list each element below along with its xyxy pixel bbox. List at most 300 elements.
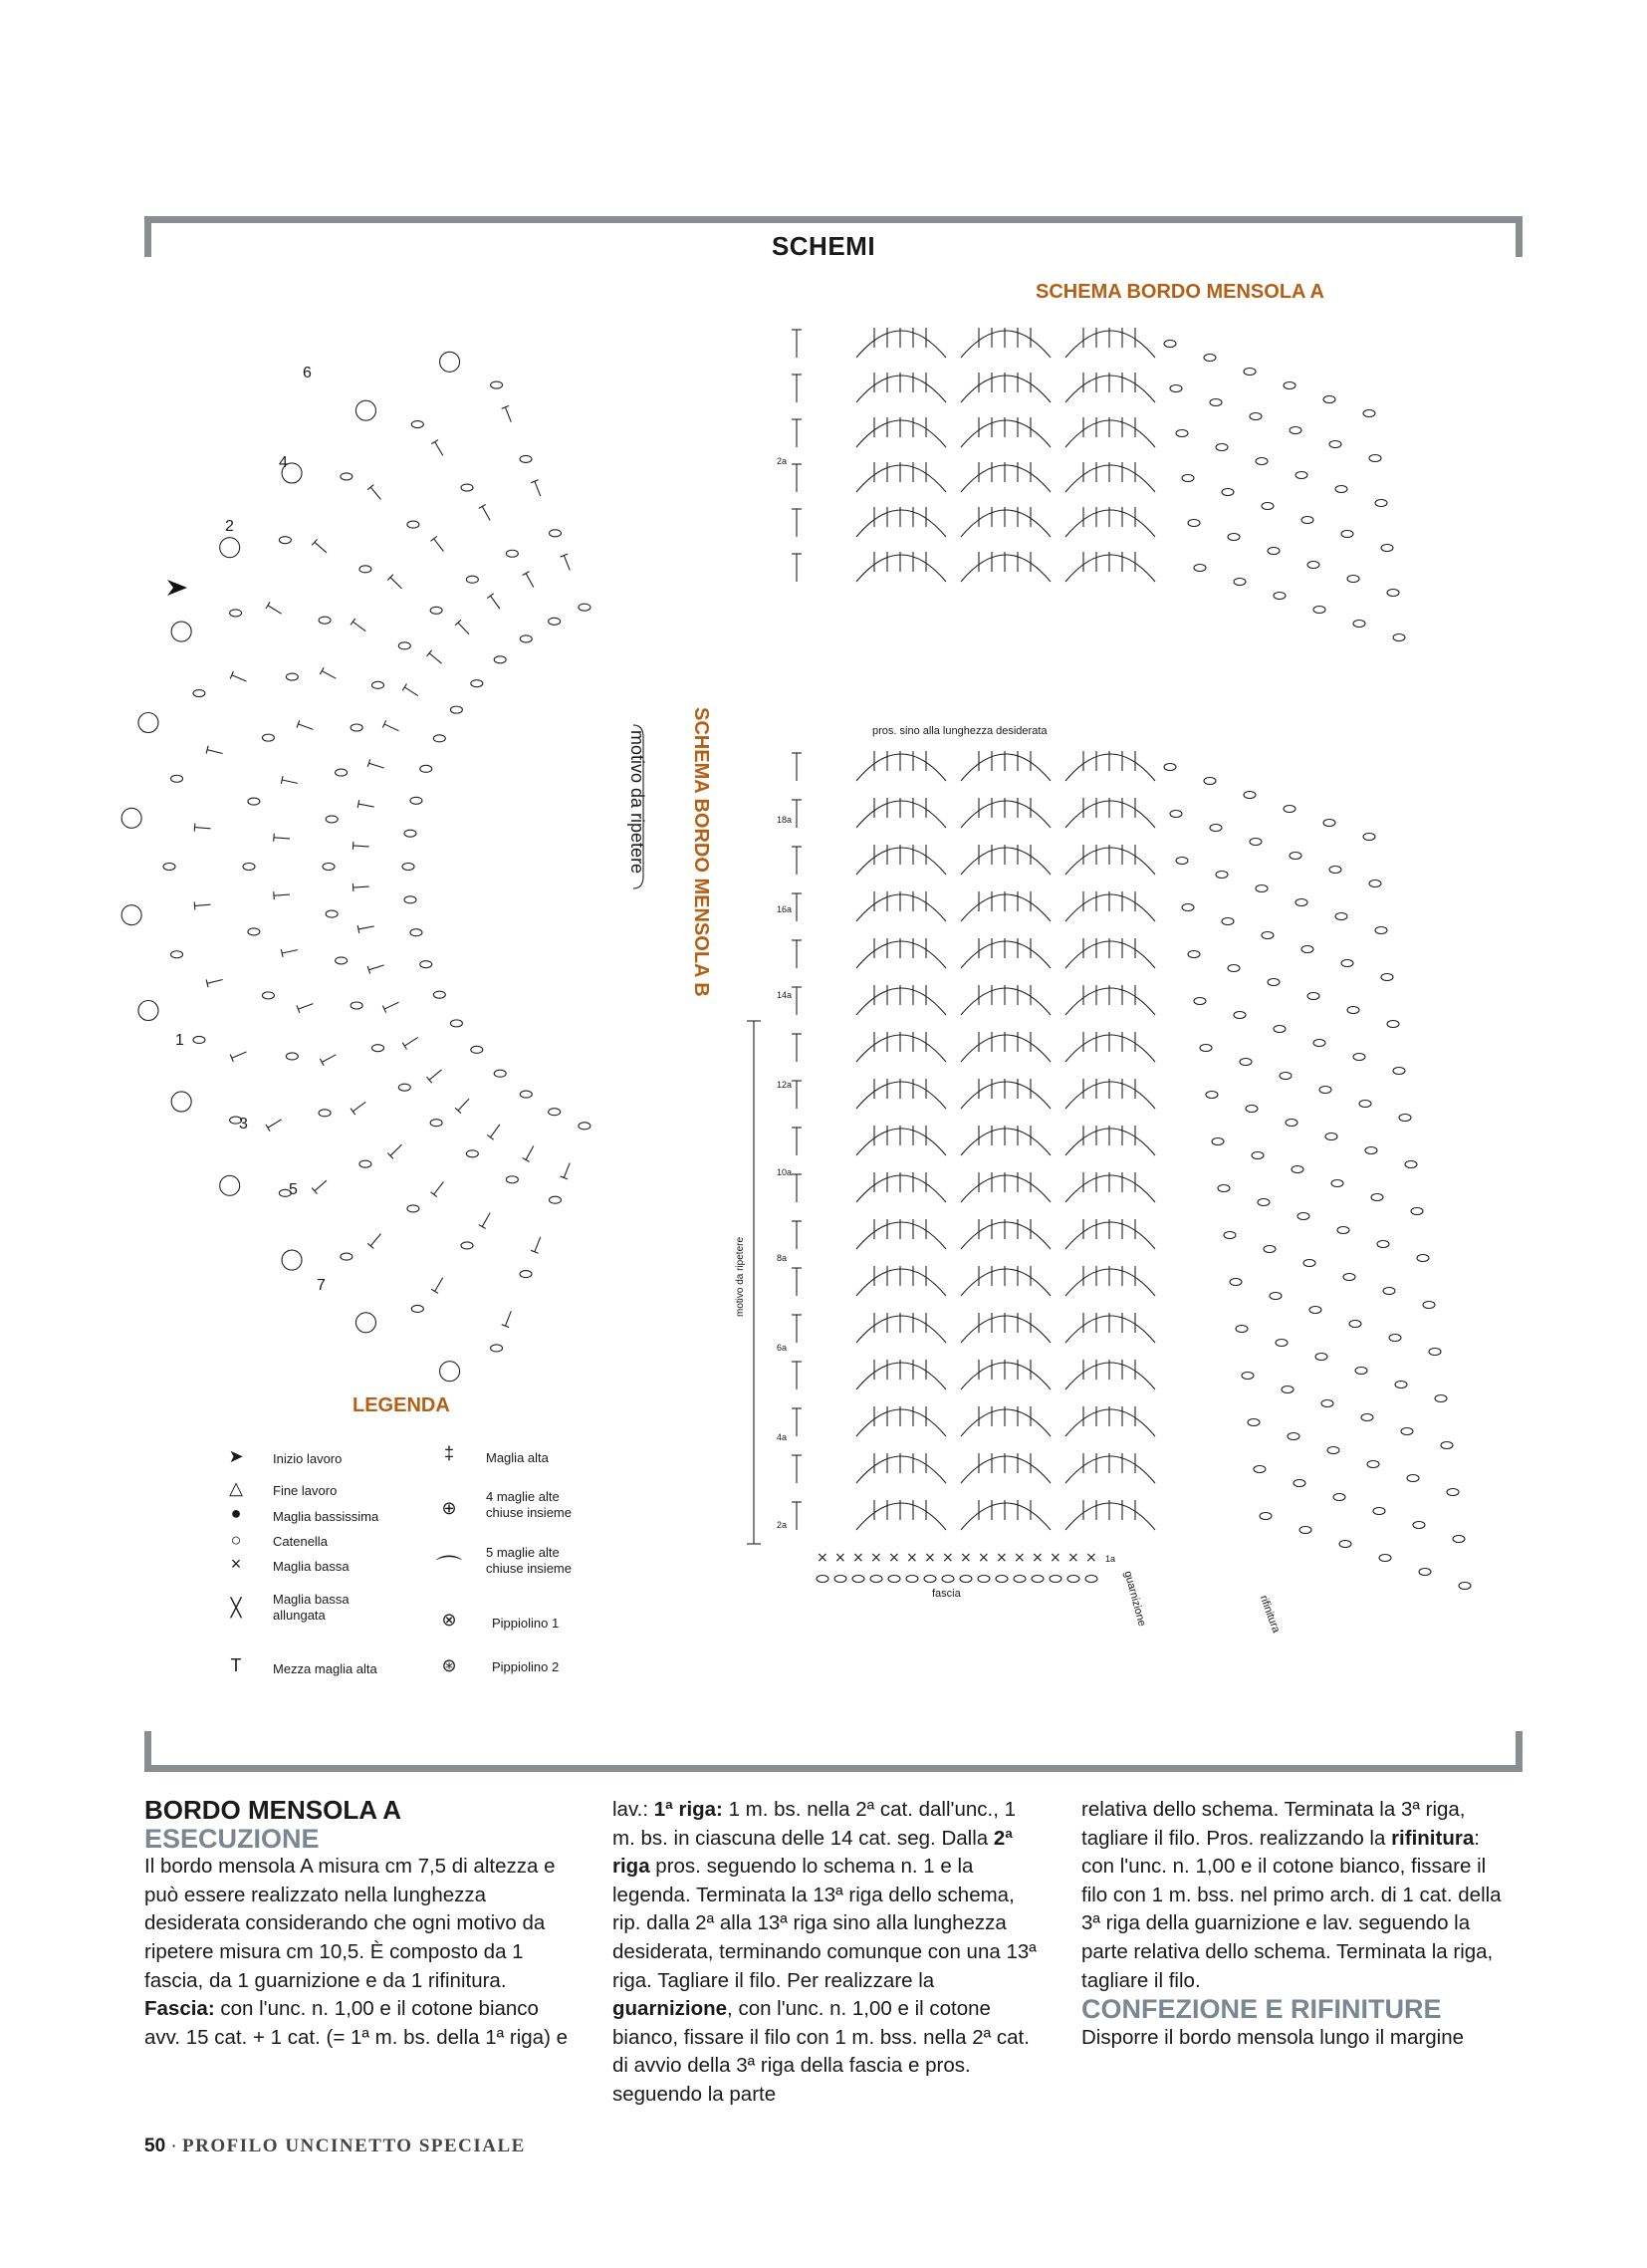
chain-stitch — [1250, 413, 1262, 420]
article-column-1 — [144, 1796, 573, 2052]
paragraph-text: relativa dello schema. Terminata la 3ª riga, tagliare il filo. Pros. realizzando la — [1081, 1798, 1466, 1850]
row-stitches — [792, 940, 802, 968]
chain-stitch — [407, 1205, 419, 1212]
chain-stitch — [1270, 1293, 1282, 1300]
pippiolino-2-icon: ⊛ — [441, 1655, 457, 1675]
row-label: 8a — [777, 1253, 788, 1263]
chain-arch — [856, 941, 946, 968]
chain-stitch — [1216, 872, 1228, 879]
page-number: 50 — [144, 2136, 166, 2156]
chain-stitch — [1453, 1536, 1465, 1543]
chain-stitch — [1333, 1494, 1345, 1501]
chain-stitch — [1242, 1373, 1254, 1380]
chain-stitch — [230, 1117, 242, 1124]
tall-stitch — [230, 671, 246, 681]
chain-stitch — [1389, 1335, 1401, 1342]
chain-stitch — [319, 617, 331, 624]
chain-stitch — [1274, 1026, 1286, 1033]
legend-label: Fine lavoro — [273, 1483, 338, 1498]
chain-stitch — [1282, 1386, 1294, 1393]
maglia-bassa-allungata-icon: ╳ — [230, 1598, 242, 1618]
chain-stitch — [341, 473, 353, 480]
chain-stitch — [1349, 1321, 1361, 1328]
chain-stitch — [1301, 946, 1313, 953]
chain-stitch — [1250, 839, 1262, 846]
chain-arch — [961, 754, 1051, 781]
chain-stitch — [450, 1020, 462, 1027]
chain-stitch — [1246, 1106, 1258, 1113]
chain-stitch — [336, 957, 348, 964]
picot — [440, 1362, 460, 1382]
chain-stitch — [1222, 918, 1234, 925]
tall-stitch — [353, 883, 368, 891]
chain-stitch — [351, 1002, 362, 1009]
article-paragraph — [144, 1853, 573, 2052]
chain-stitch — [1085, 1576, 1097, 1583]
tall-stitch — [387, 575, 401, 589]
chain-stitch — [1387, 1021, 1399, 1028]
chain-stitch — [1206, 1092, 1218, 1099]
magazine-name: PROFILO UNCINETTO SPECIALE — [182, 2136, 526, 2156]
chain-stitch — [1435, 1395, 1447, 1402]
chain-arch — [856, 465, 946, 492]
single-crochet-mark: × — [960, 1550, 972, 1566]
single-crochet-mark: × — [1067, 1550, 1079, 1566]
article-title: BORDO MENSOLA A — [144, 1795, 402, 1825]
chain-stitch — [1050, 1576, 1061, 1583]
single-crochet-mark: × — [924, 1550, 936, 1566]
single-crochet-mark: × — [834, 1550, 846, 1566]
inizio-icon: ➤ — [228, 1446, 244, 1466]
chain-arch — [1065, 555, 1155, 582]
chain-stitch — [1260, 1513, 1272, 1520]
chain-stitch — [1309, 1307, 1321, 1314]
chain-stitch — [193, 1036, 205, 1043]
chain-arch — [961, 1035, 1051, 1062]
fan-row-number: 3 — [239, 1116, 248, 1133]
tall-stitch — [561, 554, 571, 570]
chain-stitch — [466, 1150, 478, 1157]
tall-stitch — [427, 650, 442, 663]
chain-arch — [856, 1503, 946, 1530]
chain-arch — [961, 1363, 1051, 1389]
picot — [220, 538, 240, 558]
chain-stitch — [1319, 1087, 1331, 1094]
schema-a-title: SCHEMA BORDO MENSOLA A — [1036, 281, 1324, 303]
chain-stitch — [279, 537, 291, 544]
chain-stitch — [1286, 1120, 1297, 1127]
5-maglie-alte-icon: ⌒ — [435, 1554, 462, 1584]
chain-stitch — [996, 1576, 1008, 1583]
fan-row-number: 5 — [289, 1181, 298, 1198]
chain-stitch — [1361, 1414, 1373, 1421]
tall-stitch — [353, 842, 368, 850]
maglia-bassa-icon: × — [230, 1554, 242, 1574]
4-maglie-alte-icon: ⊕ — [441, 1498, 457, 1518]
section-heading-confezione: CONFEZIONE E RIFINITURE — [1081, 1994, 1442, 2025]
chain-stitch — [1188, 520, 1200, 527]
chain-stitch — [1325, 1134, 1337, 1140]
tall-stitch — [357, 925, 373, 933]
chain-arch — [961, 1503, 1051, 1530]
fine-icon: △ — [229, 1478, 243, 1498]
legend-label: Catenella — [273, 1534, 328, 1549]
chain-stitch — [1331, 1180, 1343, 1187]
chain-stitch — [1164, 341, 1176, 348]
tall-stitch — [561, 1163, 571, 1179]
tall-stitch — [274, 891, 290, 899]
chain-stitch — [1194, 565, 1206, 572]
chain-stitch — [906, 1576, 918, 1583]
chain-stitch — [1244, 369, 1256, 376]
chain-stitch — [1313, 1040, 1325, 1047]
chain-stitch — [471, 1046, 483, 1053]
single-crochet-mark: × — [1050, 1550, 1061, 1566]
tall-stitch — [351, 619, 365, 631]
chain-stitch — [1429, 1349, 1441, 1356]
chain-arch — [856, 1269, 946, 1296]
legend-label: Maglia bassa allungata — [273, 1592, 350, 1623]
tall-stitch — [297, 720, 313, 729]
chain-stitch — [1194, 998, 1206, 1005]
chain-stitch — [1280, 1073, 1292, 1080]
legend-label: Maglia alta — [486, 1450, 549, 1465]
chain-stitch — [491, 381, 503, 388]
single-crochet-mark: × — [942, 1550, 954, 1566]
single-crochet-mark: × — [906, 1550, 918, 1566]
chain-stitch — [1371, 1194, 1383, 1201]
tall-stitch — [502, 405, 512, 421]
row-stitches — [792, 800, 802, 828]
single-crochet-mark: × — [996, 1550, 1008, 1566]
chain-stitch — [549, 530, 561, 537]
chain-stitch — [1284, 382, 1295, 389]
chain-stitch — [549, 1196, 561, 1203]
chain-arch — [961, 1082, 1051, 1109]
chain-arch — [1065, 331, 1155, 358]
picot — [121, 808, 141, 828]
chain-stitch — [1297, 1213, 1309, 1220]
paragraph-text: : con l'unc. n. 1,00 e il cotone bianco, fissare il filo con 1 m. bss. nel primo arch. di 1 cat. della 3ª riga della guarnizione e lav. seguendo la parte relativa dello schema. Terminata la riga, tagliare il filo. — [1081, 1826, 1502, 1992]
tall-stitch — [312, 539, 327, 553]
chain-stitch — [924, 1576, 936, 1583]
chain-arch — [961, 1409, 1051, 1436]
tall-stitch — [402, 1037, 418, 1049]
chain-stitch — [579, 604, 590, 611]
bottom-frame-bracket — [144, 1731, 1523, 1772]
chain-stitch — [1379, 1555, 1391, 1562]
chain-stitch — [1200, 1045, 1212, 1052]
paragraph-text: con l'unc. n. 1,00 e il cotone bianco avv. 15 cat. + 1 cat. (= 1ª m. bs. della 1ª riga) e — [144, 1997, 568, 2049]
tall-stitch — [281, 776, 297, 784]
row-label: 12a — [777, 1080, 793, 1090]
mezza-maglia-alta-icon: T — [230, 1655, 242, 1675]
chain-stitch — [1218, 1185, 1230, 1192]
chain-stitch — [359, 1160, 371, 1167]
chain-stitch — [420, 765, 432, 772]
chain-stitch — [1299, 1527, 1311, 1534]
tall-stitch — [479, 1213, 490, 1229]
schemi-title: SCHEMI — [771, 231, 876, 261]
chain-stitch — [1204, 778, 1216, 785]
chain-stitch — [1363, 834, 1375, 841]
chain-arch — [1065, 754, 1155, 781]
chain-arch — [961, 1316, 1051, 1343]
tall-stitch — [382, 1002, 398, 1012]
chain-stitch — [1256, 458, 1268, 465]
chain-arch — [856, 754, 946, 781]
chain-stitch — [404, 896, 416, 903]
chain-stitch — [1359, 1101, 1371, 1108]
chain-stitch — [1170, 811, 1182, 818]
tall-stitch — [431, 440, 443, 456]
tall-stitch — [312, 1180, 327, 1194]
chain-stitch — [404, 830, 416, 837]
chain-stitch — [1284, 806, 1295, 813]
chain-stitch — [1182, 475, 1194, 482]
single-crochet-mark: × — [1085, 1550, 1097, 1566]
row-stitches — [792, 509, 802, 537]
chain-stitch — [1393, 634, 1405, 641]
chain-stitch — [1176, 430, 1188, 437]
chain-stitch — [1276, 1340, 1288, 1347]
chain-stitch — [1164, 764, 1176, 771]
chain-stitch — [410, 797, 422, 804]
chain-stitch — [549, 618, 561, 625]
chain-stitch — [1347, 1007, 1359, 1014]
chain-stitch — [1369, 881, 1381, 887]
fan-row-number: 2 — [225, 518, 234, 535]
chain-stitch — [1290, 427, 1301, 434]
chain-stitch — [506, 1176, 518, 1183]
chain-stitch — [520, 1091, 532, 1098]
chain-stitch — [430, 607, 442, 614]
footer-dot: · — [170, 2136, 177, 2156]
fan-chart-b — [121, 352, 590, 1381]
single-crochet-mark: × — [852, 1550, 864, 1566]
chain-stitch — [1399, 1115, 1411, 1122]
chain-stitch — [520, 455, 532, 462]
chain-stitch — [1204, 355, 1216, 362]
single-crochet-mark: × — [1032, 1550, 1044, 1566]
row-stitches — [792, 987, 802, 1015]
tall-stitch — [531, 480, 541, 496]
chain-stitch — [471, 680, 483, 687]
bold-term: Fascia: — [144, 1997, 215, 2021]
tall-stitch — [274, 834, 290, 842]
fascia-label: fascia — [932, 1588, 961, 1600]
chain-arch — [961, 1222, 1051, 1249]
chart-a — [792, 328, 1405, 641]
tall-stitch — [430, 1182, 443, 1197]
chain-stitch — [1381, 974, 1393, 981]
chain-arch — [856, 988, 946, 1015]
chain-stitch — [1459, 1583, 1471, 1590]
article-column-3 — [1081, 1796, 1512, 2052]
chain-stitch — [171, 775, 183, 782]
motivo-label-left: motivo da ripetere — [627, 730, 647, 875]
start-arrow-icon — [167, 580, 187, 596]
chain-stitch — [359, 566, 371, 573]
chain-arch — [856, 1175, 946, 1202]
single-crochet-mark: × — [978, 1550, 990, 1566]
tall-stitch — [427, 1070, 442, 1083]
chain-arch — [961, 941, 1051, 968]
chain-stitch — [262, 992, 274, 999]
chain-arch — [1065, 1409, 1155, 1436]
chain-stitch — [1315, 1354, 1327, 1361]
chain-stitch — [398, 642, 410, 649]
row-label: 14a — [777, 990, 793, 1000]
chain-arch — [856, 1222, 946, 1249]
chain-arch — [1065, 1129, 1155, 1155]
chain-stitch — [1014, 1576, 1026, 1583]
chain-stitch — [1222, 489, 1234, 496]
chain-stitch — [286, 1053, 298, 1060]
chain-arch — [1065, 1456, 1155, 1483]
row-stitches — [792, 1455, 802, 1483]
chain-stitch — [461, 1242, 473, 1249]
row-stitches — [792, 1034, 802, 1062]
row-stitches — [792, 1502, 802, 1530]
chain-arch — [1065, 941, 1155, 968]
chain-stitch — [491, 1345, 503, 1352]
tall-stitch — [357, 800, 373, 808]
chain-arch — [961, 510, 1051, 537]
chain-arch — [856, 1082, 946, 1109]
tall-stitch — [502, 1311, 512, 1327]
chain-stitch — [960, 1576, 972, 1583]
tall-stitch — [531, 1237, 541, 1253]
picot — [355, 1313, 375, 1333]
single-crochet-mark: × — [870, 1550, 882, 1566]
chain-stitch — [1240, 1059, 1252, 1066]
chain-stitch — [1212, 1138, 1224, 1145]
single-crochet-mark: × — [817, 1550, 828, 1566]
chain-stitch — [1248, 1419, 1260, 1426]
chain-stitch — [1268, 548, 1280, 555]
bold-term: 2ª riga — [612, 1826, 1013, 1879]
legend-label: Mezza maglia alta — [273, 1661, 377, 1676]
chain-arch — [856, 376, 946, 402]
chain-stitch — [1423, 1302, 1435, 1309]
picot — [171, 622, 191, 641]
chain-stitch — [1307, 562, 1319, 569]
legend-label: Inizio lavoro — [273, 1451, 343, 1466]
chain-arch — [856, 894, 946, 921]
chain-stitch — [1405, 1161, 1417, 1168]
chain-arch — [1065, 1316, 1155, 1343]
chain-stitch — [163, 864, 175, 871]
tall-stitch — [479, 504, 490, 520]
chain-stitch — [398, 1084, 410, 1091]
chain-stitch — [1303, 1260, 1315, 1267]
chain-stitch — [430, 1120, 442, 1127]
row-label: 4a — [777, 1432, 788, 1442]
chain-stitch — [411, 1305, 423, 1312]
motivo-label-right: motivo da ripetere — [735, 1236, 746, 1317]
chain-arch — [961, 894, 1051, 921]
schema-b-title: SCHEMA BORDO MENSOLA B — [690, 707, 712, 997]
chain-stitch — [450, 706, 462, 713]
chain-stitch — [1288, 1433, 1299, 1440]
tall-stitch — [320, 667, 336, 678]
tall-stitch — [367, 485, 380, 500]
chain-stitch — [1295, 472, 1307, 479]
chain-stitch — [494, 656, 506, 663]
chain-arch — [856, 1316, 946, 1343]
tall-stitch — [206, 746, 222, 754]
chain-stitch — [1323, 820, 1335, 827]
tall-stitch — [487, 594, 500, 609]
chain-arch — [1065, 801, 1155, 828]
chain-stitch — [834, 1576, 846, 1583]
chain-stitch — [433, 735, 445, 742]
chain-arch — [1065, 1269, 1155, 1296]
chain-arch — [1065, 1175, 1155, 1202]
chain-arch — [961, 1456, 1051, 1483]
row-stitches — [792, 375, 802, 402]
motivo-bracket-left — [633, 725, 643, 888]
chain-stitch — [1353, 1054, 1365, 1061]
legend-label: Pippiolino 2 — [492, 1659, 560, 1674]
chain-stitch — [1381, 545, 1393, 552]
chain-stitch — [1335, 913, 1347, 920]
paragraph-text: Il bordo mensola A misura cm 7,5 di altezza e può essere realizzato nella lunghezza desiderata considerando che ogni motivo da ripetere misura cm 10,5. È composto da 1 fascia, da 1 guarnizione e da 1 rifinitura. — [144, 1855, 556, 1992]
chain-arch — [961, 988, 1051, 1015]
tall-stitch — [430, 536, 443, 551]
tall-stitch — [455, 1099, 469, 1113]
row-label: 10a — [777, 1167, 793, 1177]
chain-stitch — [888, 1576, 900, 1583]
guarnizione-label: guarnizione — [1121, 1570, 1148, 1629]
chain-stitch — [1353, 621, 1365, 628]
chain-stitch — [1295, 899, 1307, 906]
legend-label: Maglia bassissima — [273, 1509, 379, 1524]
chain-stitch — [1355, 1368, 1367, 1375]
chain-arch — [961, 1129, 1051, 1155]
chain-stitch — [1170, 385, 1182, 392]
row-label: 1a — [1105, 1554, 1116, 1564]
single-crochet-mark: × — [1014, 1550, 1026, 1566]
chain-stitch — [1268, 979, 1280, 986]
fan-row-number: 4 — [279, 454, 288, 471]
chain-stitch — [1337, 1227, 1349, 1234]
chain-stitch — [1234, 579, 1246, 586]
chain-stitch — [326, 910, 338, 917]
chain-arch — [856, 1363, 946, 1389]
chain-stitch — [1347, 576, 1359, 583]
article-paragraph: Disporre il bordo mensola lungo il margine — [1081, 2025, 1464, 2049]
row-stitches — [792, 1362, 802, 1389]
chain-stitch — [852, 1576, 864, 1583]
chain-arch — [961, 555, 1051, 582]
row-stitches — [792, 330, 802, 358]
chain-arch — [856, 1129, 946, 1155]
chain-stitch — [1262, 503, 1274, 510]
picot — [282, 463, 302, 483]
tall-stitch — [387, 1144, 401, 1158]
chain-arch — [961, 848, 1051, 875]
chain-stitch — [323, 864, 335, 871]
chain-stitch — [1341, 531, 1353, 538]
chain-stitch — [1447, 1489, 1459, 1496]
chain-stitch — [1411, 1208, 1423, 1215]
tall-stitch — [367, 965, 383, 974]
chain-stitch — [1373, 1508, 1385, 1515]
legend-label: 5 maglie alte chiuse insieme — [486, 1545, 572, 1576]
chain-stitch — [1262, 932, 1274, 939]
